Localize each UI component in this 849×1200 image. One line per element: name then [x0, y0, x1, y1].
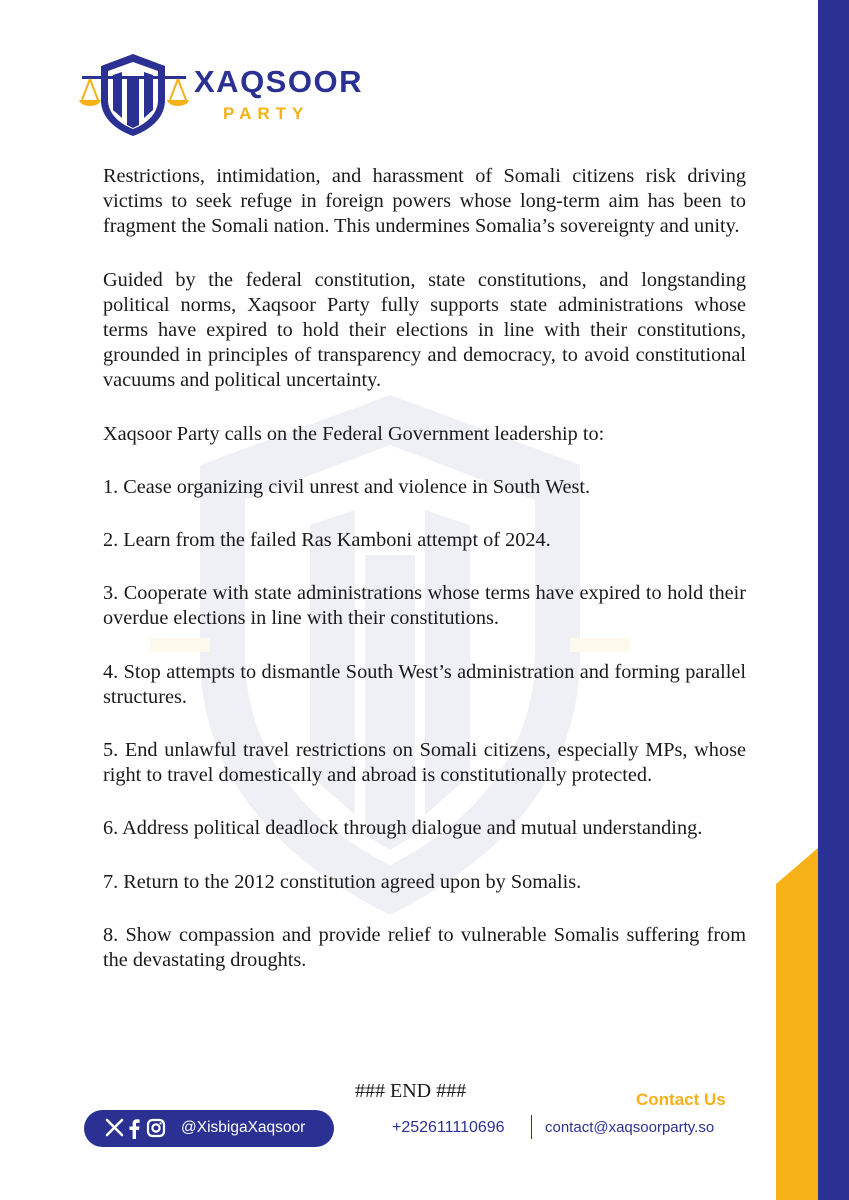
list-item: 5. End unlawful travel restrictions on Somali citizens, especially MPs, whose right to travel domestically and abroad is constitutionally protected.	[103, 739, 746, 787]
instagram-icon[interactable]	[146, 1118, 166, 1139]
list-item: 1. Cease organizing civil unrest and violence in South West.	[103, 475, 591, 498]
social-handle-pill[interactable]	[84, 1110, 334, 1147]
list-item: 3. Cooperate with state administrations whose terms have expired to hold their overdue elections in line with their constitutions.	[103, 582, 746, 630]
social-handle[interactable]: @XisbigaXaqsoor	[181, 1119, 306, 1136]
list-item: 4. Stop attempts to dismantle South West’s administration and forming parallel structures.	[103, 660, 746, 708]
phone-number[interactable]: +252611110696	[392, 1119, 505, 1136]
party-logo	[78, 52, 378, 138]
list-item: 7. Return to the 2012 constitution agreed upon by Somalis.	[103, 870, 582, 893]
end-mark: ### END ###	[355, 1080, 467, 1102]
paragraph: Restrictions, intimidation, and harassment of Somali citizens risk driving victims to seek refuge in foreign powers whose long-term aim has been to fragment the Somali nation. This undermines Somalia’s sovereignty and unity.	[103, 165, 746, 238]
email-address[interactable]: contact@xaqsoorparty.so	[545, 1119, 715, 1136]
contact-divider	[531, 1115, 532, 1139]
contact-title: Contact Us	[636, 1090, 726, 1109]
paragraph: Guided by the federal constitution, state constitutions, and longstanding political norms, Xaqsoor Party fully supports state administrations whose terms have expired to hold their elections in line with their constitutions, grounded in principles of transparency and democracy, to avoid constitutional vacuums and political uncertainty.	[103, 268, 746, 392]
brand-subtitle: PARTY	[223, 104, 310, 123]
list-item: 6. Address political deadlock through dialogue and mutual understanding.	[103, 817, 703, 840]
list-item: 2. Learn from the failed Ras Kamboni attempt of 2024.	[103, 529, 551, 552]
x-icon[interactable]	[105, 1118, 124, 1139]
statement-body	[103, 164, 746, 973]
list-item: 8. Show compassion and provide relief to vulnerable Somalis suffering from the devastating droughts.	[103, 923, 746, 972]
brand-name: XAQSOOR	[194, 64, 363, 99]
facebook-icon[interactable]	[127, 1118, 141, 1139]
paragraph: Xaqsoor Party calls on the Federal Government leadership to:	[103, 422, 605, 445]
shield-scales-icon	[78, 52, 190, 138]
